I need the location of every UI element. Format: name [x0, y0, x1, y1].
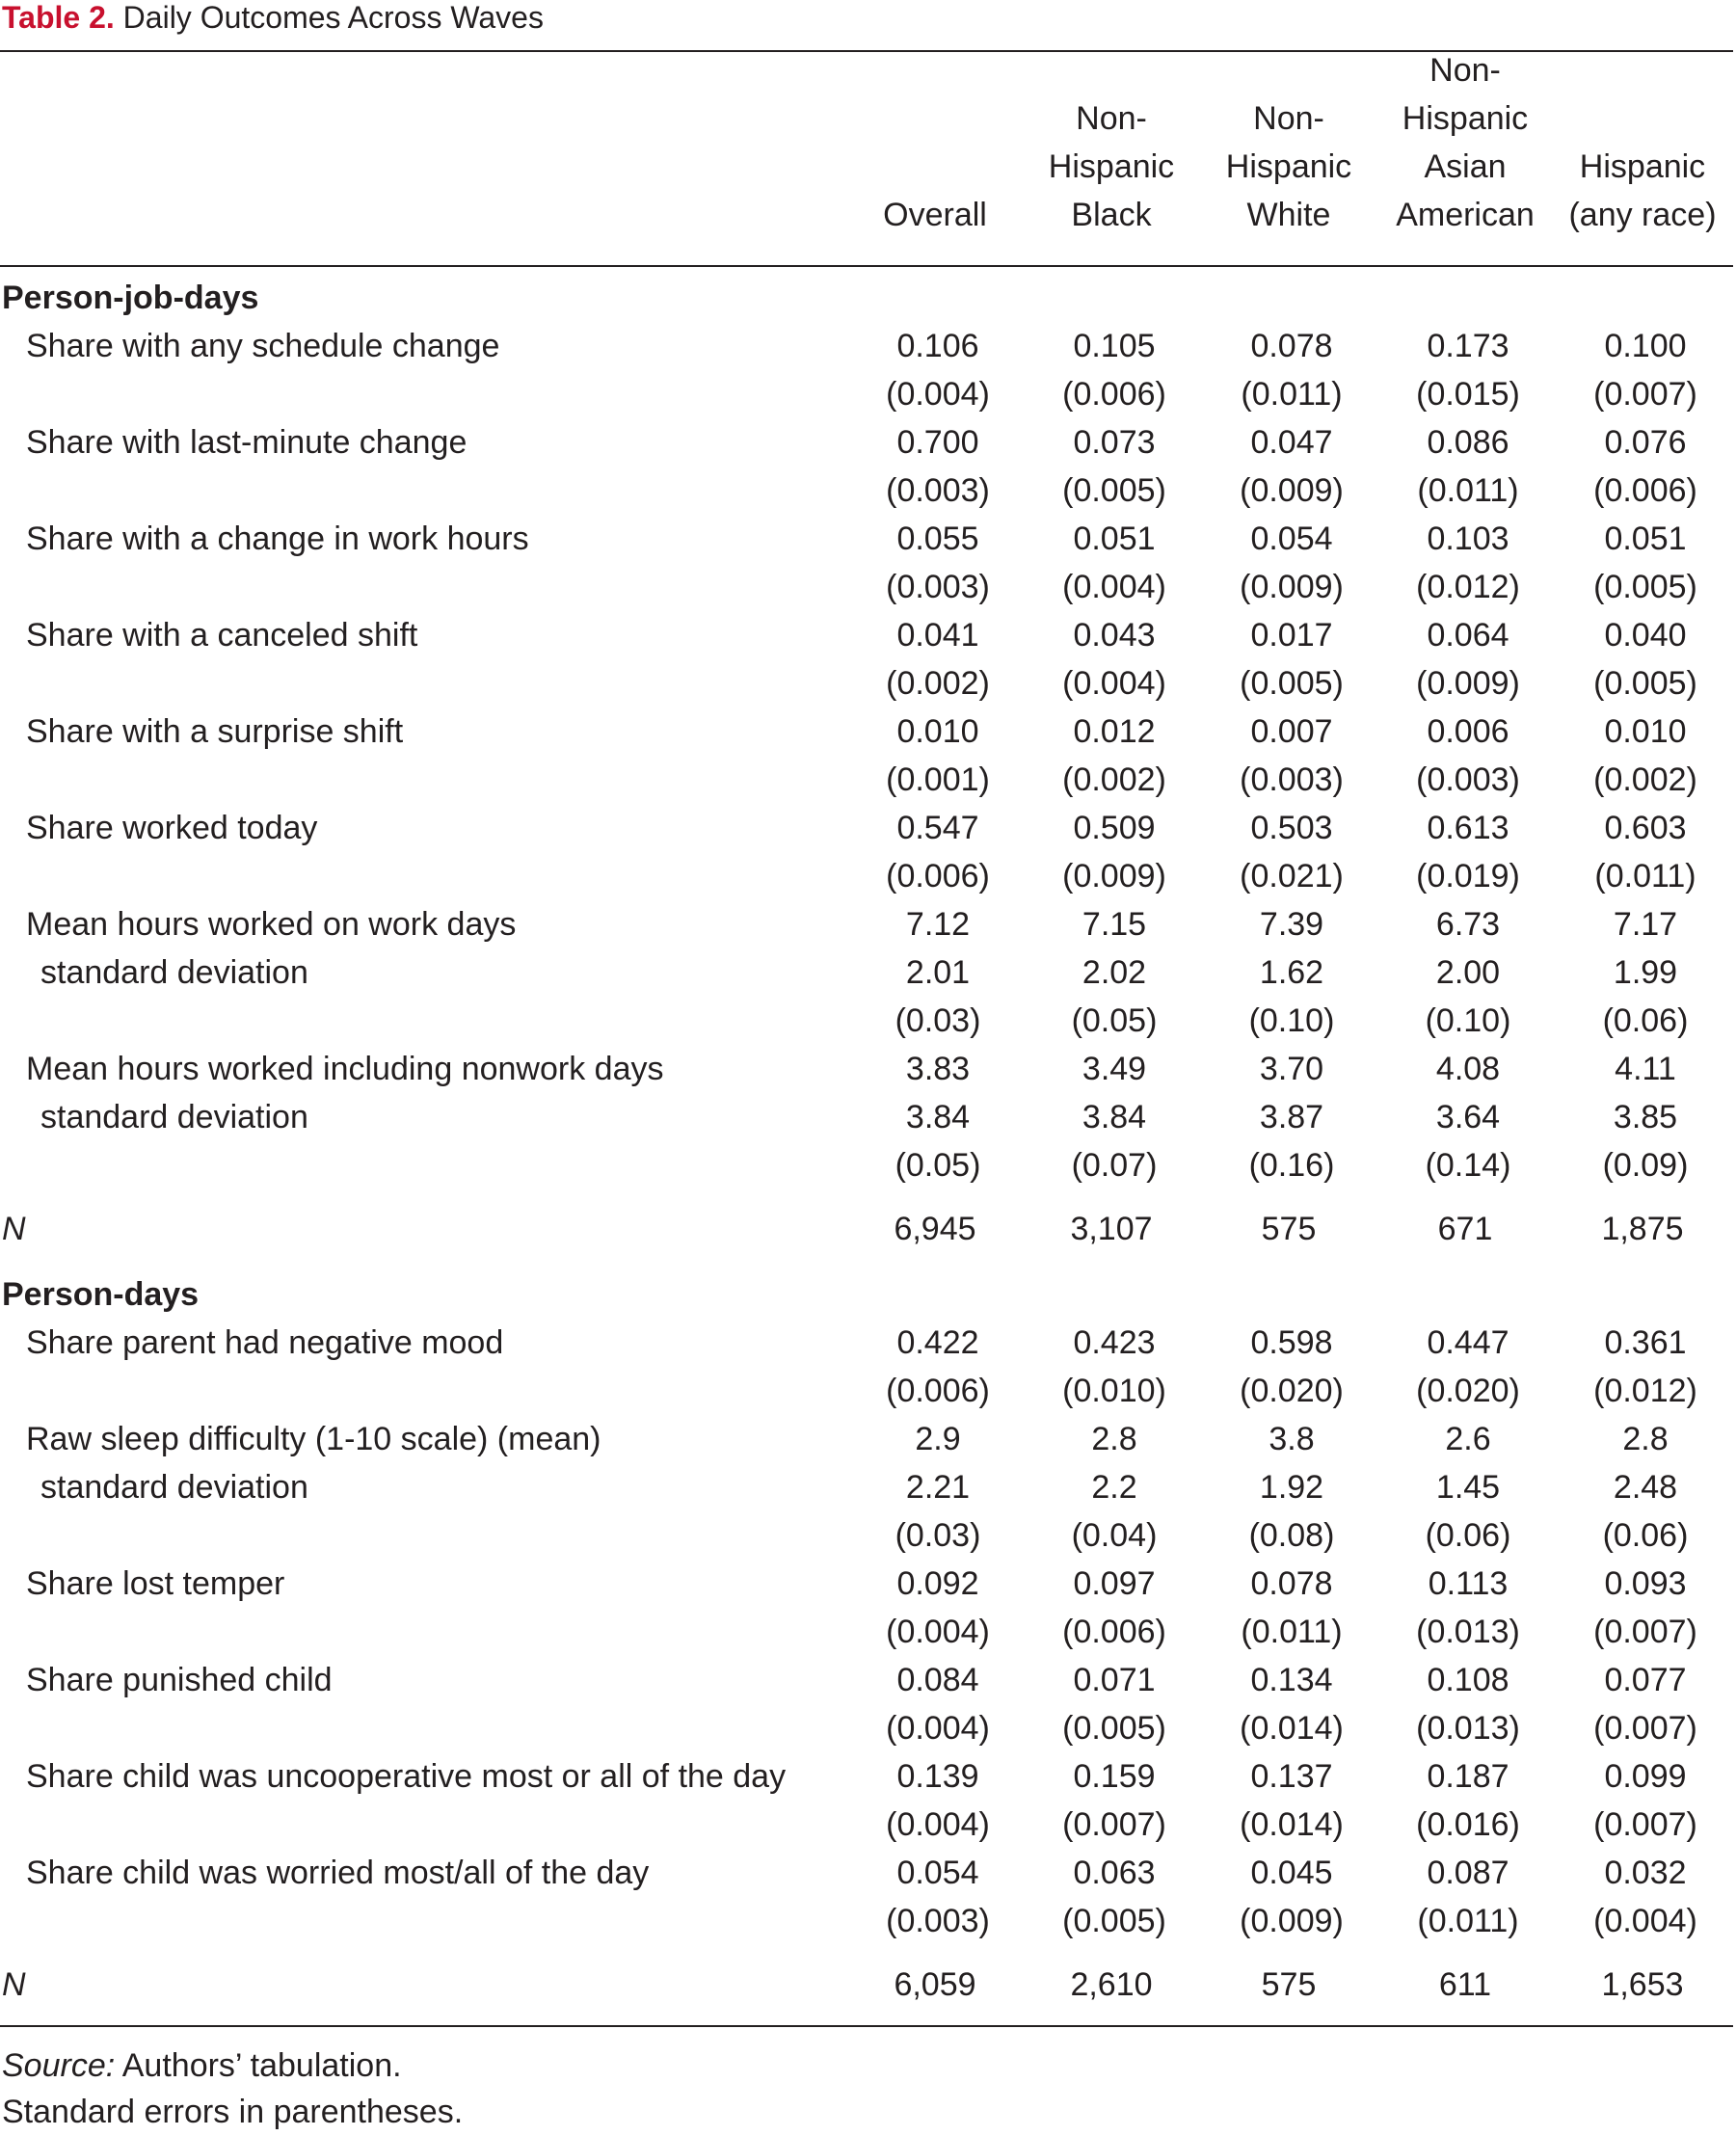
value-cell: 0.103 — [1427, 521, 1509, 557]
se-cell: (0.004) — [1593, 1903, 1697, 1939]
value-cell: 0.134 — [1250, 1662, 1333, 1698]
n-cell: 1,653 — [1601, 1966, 1684, 2003]
value-cell: 0.078 — [1250, 328, 1333, 364]
source-label: Source: — [2, 2047, 116, 2084]
row-label: Share child was worried most/all of the day — [26, 1855, 650, 1891]
se-cell: (0.004) — [1062, 665, 1166, 702]
se-cell: (0.10) — [1248, 1002, 1335, 1039]
se-cell: (0.16) — [1248, 1147, 1335, 1184]
se-cell: (0.10) — [1425, 1002, 1511, 1039]
value-cell: 7.12 — [905, 906, 971, 943]
n-cell: 671 — [1437, 1211, 1493, 1247]
row-label: Mean hours worked on work days — [26, 906, 517, 943]
value-cell: 0.113 — [1428, 1565, 1509, 1602]
value-cell: 0.173 — [1427, 328, 1509, 364]
value-cell: 0.108 — [1427, 1662, 1509, 1698]
column-header-line: Hispanic — [1579, 148, 1706, 185]
value-cell: 0.051 — [1604, 521, 1687, 557]
value-cell: 0.159 — [1073, 1758, 1156, 1795]
value-cell: 0.700 — [896, 424, 979, 461]
column-header-line: Asian — [1424, 148, 1507, 185]
se-cell: (0.05) — [895, 1147, 981, 1184]
column-header-line: (any race) — [1568, 197, 1717, 233]
n-cell: 575 — [1261, 1966, 1317, 2003]
value-cell: 3.8 — [1269, 1421, 1315, 1457]
value-cell: 3.70 — [1259, 1051, 1324, 1087]
se-cell: (0.005) — [1062, 472, 1166, 509]
value-cell: 0.447 — [1427, 1324, 1509, 1361]
value-cell: 6.73 — [1435, 906, 1501, 943]
sd-cell: 3.85 — [1613, 1099, 1678, 1135]
sd-cell: 3.84 — [1082, 1099, 1147, 1135]
value-cell: 0.007 — [1250, 713, 1333, 750]
n-label: N — [2, 1211, 26, 1247]
sd-label: standard deviation — [40, 1469, 308, 1506]
value-cell: 0.055 — [896, 521, 979, 557]
se-cell: (0.007) — [1593, 1710, 1697, 1747]
sd-cell: 2.00 — [1435, 954, 1501, 991]
se-cell: (0.010) — [1062, 1373, 1166, 1409]
value-cell: 0.032 — [1604, 1855, 1687, 1891]
value-cell: 2.6 — [1445, 1421, 1491, 1457]
value-cell: 2.8 — [1622, 1421, 1669, 1457]
value-cell: 0.084 — [896, 1662, 979, 1698]
value-cell: 0.043 — [1073, 617, 1156, 654]
sd-cell: 1.62 — [1259, 954, 1324, 991]
value-cell: 0.097 — [1073, 1565, 1156, 1602]
se-cell: (0.005) — [1593, 569, 1697, 605]
se-cell: (0.03) — [895, 1517, 981, 1554]
se-cell: (0.002) — [1062, 761, 1166, 798]
bottom-rule — [0, 2025, 1733, 2027]
value-cell: 7.17 — [1613, 906, 1678, 943]
se-cell: (0.06) — [1602, 1002, 1689, 1039]
se-cell: (0.009) — [1240, 569, 1344, 605]
row-label: Share worked today — [26, 810, 318, 846]
row-label: Share with a canceled shift — [26, 617, 418, 654]
se-cell: (0.021) — [1240, 858, 1344, 894]
row-label: Share punished child — [26, 1662, 333, 1698]
value-cell: 0.187 — [1427, 1758, 1509, 1795]
value-cell: 7.39 — [1259, 906, 1324, 943]
value-cell: 0.106 — [896, 328, 979, 364]
column-header-line: Non- — [1429, 52, 1501, 89]
value-cell: 2.8 — [1091, 1421, 1137, 1457]
se-cell: (0.006) — [1062, 1614, 1166, 1650]
value-cell: 4.08 — [1435, 1051, 1501, 1087]
column-header-line: White — [1246, 197, 1331, 233]
se-cell: (0.011) — [1417, 472, 1519, 509]
se-cell: (0.006) — [886, 1373, 990, 1409]
sd-cell: 1.92 — [1259, 1469, 1324, 1506]
se-cell: (0.09) — [1602, 1147, 1689, 1184]
value-cell: 0.100 — [1604, 328, 1687, 364]
n-label: N — [2, 1966, 26, 2003]
n-cell: 611 — [1438, 1966, 1492, 2003]
row-label: Share child was uncooperative most or all of the day — [26, 1758, 787, 1795]
value-cell: 0.076 — [1604, 424, 1687, 461]
row-label: Share with last-minute change — [26, 424, 467, 461]
value-cell: 0.137 — [1250, 1758, 1333, 1795]
se-cell: (0.007) — [1062, 1806, 1166, 1843]
se-cell: (0.004) — [886, 1710, 990, 1747]
se-cell: (0.011) — [1594, 858, 1696, 894]
value-cell: 0.073 — [1073, 424, 1156, 461]
value-cell: 0.040 — [1604, 617, 1687, 654]
se-cell: (0.14) — [1425, 1147, 1511, 1184]
se-cell: (0.003) — [886, 569, 990, 605]
value-cell: 0.105 — [1073, 328, 1156, 364]
se-cell: (0.003) — [1240, 761, 1344, 798]
sd-cell: 3.64 — [1435, 1099, 1501, 1135]
se-cell: (0.004) — [1062, 569, 1166, 605]
sd-cell: 2.01 — [905, 954, 971, 991]
se-cell: (0.005) — [1593, 665, 1697, 702]
column-header-line: Hispanic — [1225, 148, 1352, 185]
se-cell: (0.06) — [1425, 1517, 1511, 1554]
row-label: Share parent had negative mood — [26, 1324, 504, 1361]
value-cell: 0.092 — [896, 1565, 979, 1602]
value-cell: 0.006 — [1427, 713, 1509, 750]
se-cell: (0.005) — [1062, 1903, 1166, 1939]
sd-cell: 3.87 — [1259, 1099, 1324, 1135]
se-cell: (0.005) — [1062, 1710, 1166, 1747]
se-cell: (0.014) — [1240, 1710, 1344, 1747]
value-cell: 0.423 — [1073, 1324, 1156, 1361]
value-cell: 0.087 — [1427, 1855, 1509, 1891]
value-cell: 0.047 — [1250, 424, 1333, 461]
se-cell: (0.03) — [895, 1002, 981, 1039]
se-cell: (0.005) — [1240, 665, 1344, 702]
row-label: Share lost temper — [26, 1565, 285, 1602]
se-cell: (0.003) — [886, 1903, 990, 1939]
se-cell: (0.020) — [1416, 1373, 1520, 1409]
se-cell: (0.016) — [1416, 1806, 1520, 1843]
value-cell: 4.11 — [1615, 1051, 1676, 1087]
value-cell: 0.547 — [896, 810, 979, 846]
se-cell: (0.006) — [886, 858, 990, 894]
n-cell: 6,059 — [894, 1966, 976, 2003]
se-cell: (0.006) — [1062, 376, 1166, 413]
se-cell: (0.003) — [1416, 761, 1520, 798]
value-cell: 0.054 — [1250, 521, 1333, 557]
value-cell: 0.422 — [896, 1324, 979, 1361]
row-label: Mean hours worked including nonwork days — [26, 1051, 664, 1087]
se-cell: (0.06) — [1602, 1517, 1689, 1554]
value-cell: 0.041 — [896, 617, 979, 654]
value-cell: 0.054 — [896, 1855, 979, 1891]
sd-cell: 1.99 — [1613, 954, 1678, 991]
se-cell: (0.012) — [1416, 569, 1520, 605]
sd-label: standard deviation — [40, 1099, 308, 1135]
column-header-line: Non- — [1076, 100, 1147, 137]
value-cell: 0.077 — [1604, 1662, 1687, 1698]
se-cell: (0.007) — [1593, 376, 1697, 413]
value-cell: 0.093 — [1604, 1565, 1687, 1602]
se-cell: (0.007) — [1593, 1806, 1697, 1843]
row-label: Share with a change in work hours — [26, 521, 529, 557]
se-cell: (0.07) — [1071, 1147, 1158, 1184]
value-cell: 2.9 — [915, 1421, 961, 1457]
column-header-line: Hispanic — [1402, 100, 1529, 137]
sd-cell: 3.84 — [905, 1099, 971, 1135]
value-cell: 0.139 — [896, 1758, 979, 1795]
se-cell: (0.04) — [1071, 1517, 1158, 1554]
row-label: Raw sleep difficulty (1-10 scale) (mean) — [26, 1421, 601, 1457]
sd-cell: 2.2 — [1091, 1469, 1137, 1506]
se-cell: (0.009) — [1062, 858, 1166, 894]
value-cell: 0.613 — [1427, 810, 1509, 846]
row-label: Share with a surprise shift — [26, 713, 404, 750]
sd-cell: 2.21 — [905, 1469, 971, 1506]
se-cell: (0.020) — [1240, 1373, 1344, 1409]
se-cell: (0.011) — [1417, 1903, 1519, 1939]
value-cell: 0.361 — [1604, 1324, 1687, 1361]
value-cell: 0.099 — [1604, 1758, 1687, 1795]
column-header-line: Hispanic — [1048, 148, 1175, 185]
value-cell: 3.83 — [905, 1051, 971, 1087]
value-cell: 0.078 — [1250, 1565, 1333, 1602]
value-cell: 0.017 — [1250, 617, 1333, 654]
se-cell: (0.014) — [1240, 1806, 1344, 1843]
value-cell: 0.086 — [1427, 424, 1509, 461]
value-cell: 0.071 — [1073, 1662, 1156, 1698]
n-cell: 1,875 — [1601, 1211, 1684, 1247]
column-header-line: Overall — [883, 197, 987, 233]
source-text: Authors’ tabulation. — [115, 2047, 402, 2084]
table-caption — [2, 0, 544, 39]
value-cell: 0.503 — [1250, 810, 1333, 846]
row-label: Share with any schedule change — [26, 328, 500, 364]
se-cell: (0.011) — [1241, 1614, 1343, 1650]
se-cell: (0.015) — [1416, 376, 1520, 413]
value-cell: 7.15 — [1082, 906, 1147, 943]
table-number: Table 2. — [2, 0, 115, 35]
se-cell: (0.002) — [1593, 761, 1697, 798]
se-cell: (0.004) — [886, 1806, 990, 1843]
n-cell: 6,945 — [894, 1211, 976, 1247]
se-cell: (0.009) — [1240, 472, 1344, 509]
n-cell: 2,610 — [1070, 1966, 1153, 2003]
value-cell: 0.598 — [1250, 1324, 1333, 1361]
source-note — [2, 2042, 402, 2090]
sd-cell: 2.48 — [1613, 1469, 1678, 1506]
value-cell: 0.051 — [1073, 521, 1156, 557]
sd-cell: 2.02 — [1082, 954, 1147, 991]
se-cell: (0.006) — [1593, 472, 1697, 509]
section-title: Person-days — [2, 1276, 200, 1313]
sd-label: standard deviation — [40, 954, 308, 991]
column-header-line: American — [1396, 197, 1535, 233]
value-cell: 0.603 — [1604, 810, 1687, 846]
n-cell: 575 — [1261, 1211, 1317, 1247]
se-cell: (0.002) — [886, 665, 990, 702]
n-cell: 3,107 — [1070, 1211, 1153, 1247]
column-header-line: Black — [1071, 197, 1152, 233]
se-cell: (0.007) — [1593, 1614, 1697, 1650]
se-cell: (0.009) — [1240, 1903, 1344, 1939]
se-cell: (0.05) — [1071, 1002, 1158, 1039]
value-cell: 0.064 — [1427, 617, 1509, 654]
sd-cell: 1.45 — [1435, 1469, 1501, 1506]
value-cell: 0.063 — [1073, 1855, 1156, 1891]
standard-errors-note: Standard errors in parentheses. — [2, 2094, 464, 2130]
se-cell: (0.004) — [886, 376, 990, 413]
se-cell: (0.011) — [1241, 376, 1343, 413]
se-cell: (0.013) — [1416, 1614, 1520, 1650]
value-cell: 0.012 — [1073, 713, 1156, 750]
value-cell: 0.010 — [896, 713, 979, 750]
se-cell: (0.012) — [1593, 1373, 1697, 1409]
se-cell: (0.019) — [1416, 858, 1520, 894]
value-cell: 0.010 — [1604, 713, 1687, 750]
se-cell: (0.001) — [886, 761, 990, 798]
column-header-line: Non- — [1253, 100, 1324, 137]
section-title: Person-job-days — [2, 280, 259, 316]
se-cell: (0.013) — [1416, 1710, 1520, 1747]
se-cell: (0.003) — [886, 472, 990, 509]
header-rule — [0, 265, 1733, 267]
value-cell: 3.49 — [1082, 1051, 1147, 1087]
se-cell: (0.08) — [1248, 1517, 1335, 1554]
value-cell: 0.045 — [1250, 1855, 1333, 1891]
value-cell: 0.509 — [1073, 810, 1156, 846]
table-title: Daily Outcomes Across Waves — [122, 0, 544, 35]
se-cell: (0.009) — [1416, 665, 1520, 702]
se-cell: (0.004) — [886, 1614, 990, 1650]
